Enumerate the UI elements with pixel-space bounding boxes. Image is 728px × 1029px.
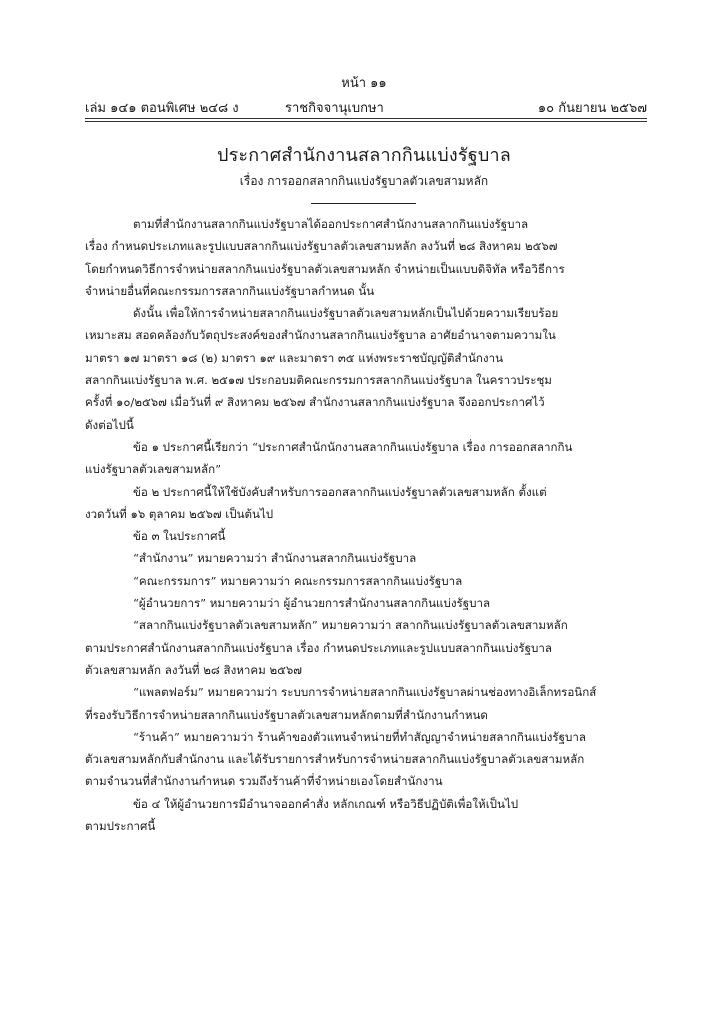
clause-4: ข้อ ๔ ให้ผู้อำนวยการมีอำนาจออกคำสั่ง หลักเกณฑ์ หรือวิธีปฏิบัติเพื่อให้เป็นไป: [133, 796, 519, 811]
clause-3: ข้อ ๓ ในประกาศนี้: [133, 529, 226, 544]
clause-1: ข้อ ๑ ประกาศนี้เรียกว่า “ประกาศสำนักนักงานสลากกินแบ่งรัฐบาล เรื่อง การออกสลากกิน: [133, 439, 573, 454]
definition-committee: “คณะกรรมการ” หมายความว่า คณะกรรมการสลากกินแบ่งรัฐบาล: [133, 573, 463, 588]
body-line: ครั้งที่ ๑๐/๒๕๖๗ เมื่อวันที่ ๙ สิงหาคม ๒๕๖๗ สำนักงานสลากกินแบ่งรัฐบาล จึงออกประกาศไว้: [85, 395, 545, 410]
body-line: สลากกินแบ่งรัฐบาล พ.ศ. ๒๕๑๗ ประกอบมติคณะกรรมการสลากกินแบ่งรัฐบาล ในคราวประชุม: [85, 373, 552, 388]
body-line: ตามจำนวนที่สำนักงานกำหนด รวมถึงร้านค้าที่จำหน่ายเองโดยสำนักงาน: [85, 774, 443, 789]
announcement-title: ประกาศสำนักงานสลากกินแบ่งรัฐบาล: [216, 145, 512, 166]
body-line: ตามประกาศสำนักงานสลากกินแบ่งรัฐบาล เรื่อง กำหนดประเภทและรูปแบบสลากกินแบ่งรัฐบาล: [85, 640, 552, 655]
title-divider: [311, 203, 416, 204]
body-line: ตามที่สำนักงานสลากกินแบ่งรัฐบาลได้ออกประกาศสำนักงานสลากกินแบ่งรัฐบาล: [133, 217, 529, 231]
body-line: เรื่อง กำหนดประเภทและรูปแบบสลากกินแบ่งรัฐบาลตัวเลขสามหลัก ลงวันที่ ๒๘ สิงหาคม ๒๕๖๗: [85, 239, 558, 254]
body-line: จำหน่ายอื่นที่คณะกรรมการสลากกินแบ่งรัฐบาลกำหนด นั้น: [85, 283, 375, 298]
body-line: แบ่งรัฐบาลตัวเลขสามหลัก”: [85, 462, 222, 477]
page-number: หน้า ๑๑: [341, 76, 387, 91]
body-line: ตัวเลขสามหลักกับสำนักงาน และได้รับรายการสำหรับการจำหน่ายสลากกินแบ่งรัฐบาลตัวเลขสามหลัก: [85, 752, 585, 767]
definition-platform: “แพลตฟอร์ม” หมายความว่า ระบบการจำหน่ายสลากกินแบ่งรัฐบาลผ่านช่องทางอิเล็กทรอนิกส์: [133, 685, 597, 700]
body-line: ดังต่อไปนี้: [85, 417, 134, 432]
header-rule-bottom: [85, 121, 647, 122]
definition-director: “ผู้อำนวยการ” หมายความว่า ผู้อำนวยการสำนักงานสลากกินแบ่งรัฐบาล: [133, 596, 491, 611]
definition-lottery: “สลากกินแบ่งรัฐบาลตัวเลขสามหลัก” หมายความว่า สลากกินแบ่งรัฐบาลตัวเลขสามหลัก: [133, 618, 568, 633]
publication-date: ๑๐ กันยายน ๒๕๖๗: [537, 101, 647, 116]
volume-issue: เล่ม ๑๔๑ ตอนพิเศษ ๒๔๘ ง: [85, 101, 239, 116]
announcement-body: [85, 213, 650, 837]
body-line: มาตรา ๑๗ มาตรา ๑๘ (๒) มาตรา ๑๙ และมาตรา ๓๕ แห่งพระราชบัญญัติสำนักงาน: [85, 350, 504, 365]
announcement-subject: เรื่อง การออกสลากกินแบ่งรัฐบาลตัวเลขสามหลัก: [239, 174, 489, 188]
clause-2: ข้อ ๒ ประกาศนี้ให้ใช้บังคับสำหรับการออกสลากกินแบ่งรัฐบาลตัวเลขสามหลัก ตั้งแต่: [133, 484, 547, 499]
body-line: ที่รองรับวิธีการจำหน่ายสลากกินแบ่งรัฐบาลตัวเลขสามหลักตามที่สำนักงานกำหนด: [85, 707, 488, 722]
body-line: เหมาะสม สอดคล้องกับวัตถุประสงค์ของสำนักงานสลากกินแบ่งรัฐบาล อาศัยอำนาจตามความใน: [85, 328, 556, 343]
publication-name: ราชกิจจานุเบกษา: [285, 101, 384, 116]
body-line: ตัวเลขสามหลัก ลงวันที่ ๒๘ สิงหาคม ๒๕๖๗: [85, 662, 302, 677]
header-rule-top: [85, 118, 647, 119]
gazette-header: [85, 97, 647, 115]
body-line: ดังนั้น เพื่อให้การจำหน่ายสลากกินแบ่งรัฐบาลตัวเลขสามหลักเป็นไปด้วยความเรียบร้อย: [133, 306, 559, 321]
definition-office: “สำนักงาน” หมายความว่า สำนักงานสลากกินแบ่งรัฐบาล: [133, 551, 417, 566]
body-line: งวดวันที่ ๑๖ ตุลาคม ๒๕๖๗ เป็นต้นไป: [85, 506, 274, 521]
body-line: โดยกำหนดวิธีการจำหน่ายสลากกินแบ่งรัฐบาลตัวเลขสามหลัก จำหน่ายเป็นแบบดิจิทัล หรือวิธีการ: [85, 261, 565, 276]
body-line: ตามประกาศนี้: [85, 819, 156, 834]
definition-shop: “ร้านค้า” หมายความว่า ร้านค้าของตัวแทนจำหน่ายที่ทำสัญญาจำหน่ายสลากกินแบ่งรัฐบาล: [133, 729, 586, 744]
